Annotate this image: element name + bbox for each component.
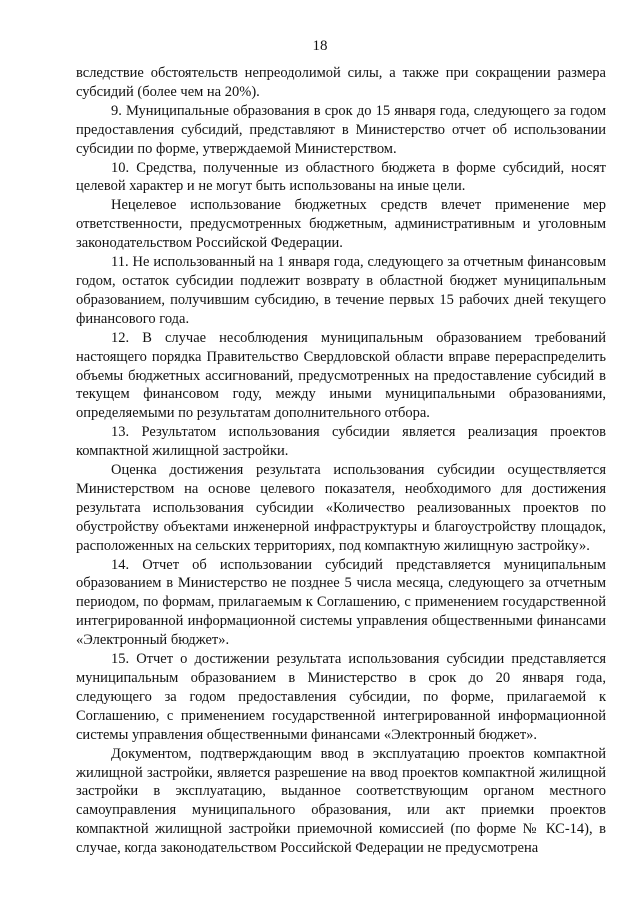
paragraph-item-12: 12. В случае несоблюдения муниципальным образованием требований настоящего порядка Правительство Свердловской области вправе перераспределить объемы бюджетных ассигнований, предусмотренных на предоставление субсидий в текущем финансовом году, между иными муниципальными образованиями, определяемыми по результатам дополнительного отбора. — [76, 329, 606, 422]
paragraph-item-11: 11. Не использованный на 1 января года, следующего за отчетным финансовым годом, остаток субсидии подлежит возврату в областной бюджет муниципальным образованием, получившим субсидию, в течение первых 15 рабочих дней текущего финансового года. — [76, 254, 606, 327]
paragraph-continuation: вследствие обстоятельств непреодолимой силы, а также при сокращении размера субсидий (более чем на 20%). — [76, 65, 606, 100]
document-body — [76, 64, 606, 858]
paragraph-item-9: 9. Муниципальные образования в срок до 15 января года, следующего за годом предоставления субсидий, представляют в Министерство отчет об использовании субсидии по форме, утверждаемой Министерством. — [76, 102, 606, 157]
paragraph-commissioning-document: Документом, подтверждающим ввод в эксплуатацию проектов компактной жилищной застройки, является разрешение на ввод проектов компактной жилищной застройки в эксплуатацию, выданное соответствующим органом местного самоуправления муниципального образования, или акт приемки проектов компактной жилищной застройки приемочной комиссией (по форме № КС-14), в случае, когда законодательством Российской Федерации не предусмотрена — [76, 745, 606, 857]
paragraph-item-10: 10. Средства, полученные из областного бюджета в форме субсидий, носят целевой характер и не могут быть использованы на иные цели. — [76, 159, 606, 195]
paragraph-item-13: 13. Результатом использования субсидии является реализация проектов компактной жилищной застройки. — [76, 424, 606, 460]
paragraph-item-15: 15. Отчет о достижении результата использования субсидии представляется муниципальным образованием в Министерство в срок до 20 января года, следующего за годом предоставления субсидии, по форме, прилагаемой к Соглашению, с применением государственной интегрированной информационной системы управления общественными финансами «Электронный бюджет». — [76, 651, 606, 743]
paragraph-misuse-liability: Нецелевое использование бюджетных средств влечет применение мер ответственности, предусмотренных бюджетным, административным и уголовным законодательством Российской Федерации. — [76, 197, 606, 252]
page-number: 18 — [312, 38, 328, 54]
paragraph-result-assessment: Оценка достижения результата использования субсидии осуществляется Министерством на основе целевого показателя, необходимого для достижения результата использования субсидии «Количество реализованных проектов по обустройству объектами инженерной инфраструктуры и благоустройству площадок, расположенных на сельских территориях, под компактную жилищную застройку». — [76, 462, 606, 554]
paragraph-item-14: 14. Отчет об использовании субсидий представляется муниципальным образованием в Министерство не позднее 5 числа месяца, следующего за отчетным периодом, по формам, прилагаемым к Соглашению, с применением государственной интегрированной информационной системы управления общественными финансами «Электронный бюджет». — [76, 556, 606, 649]
